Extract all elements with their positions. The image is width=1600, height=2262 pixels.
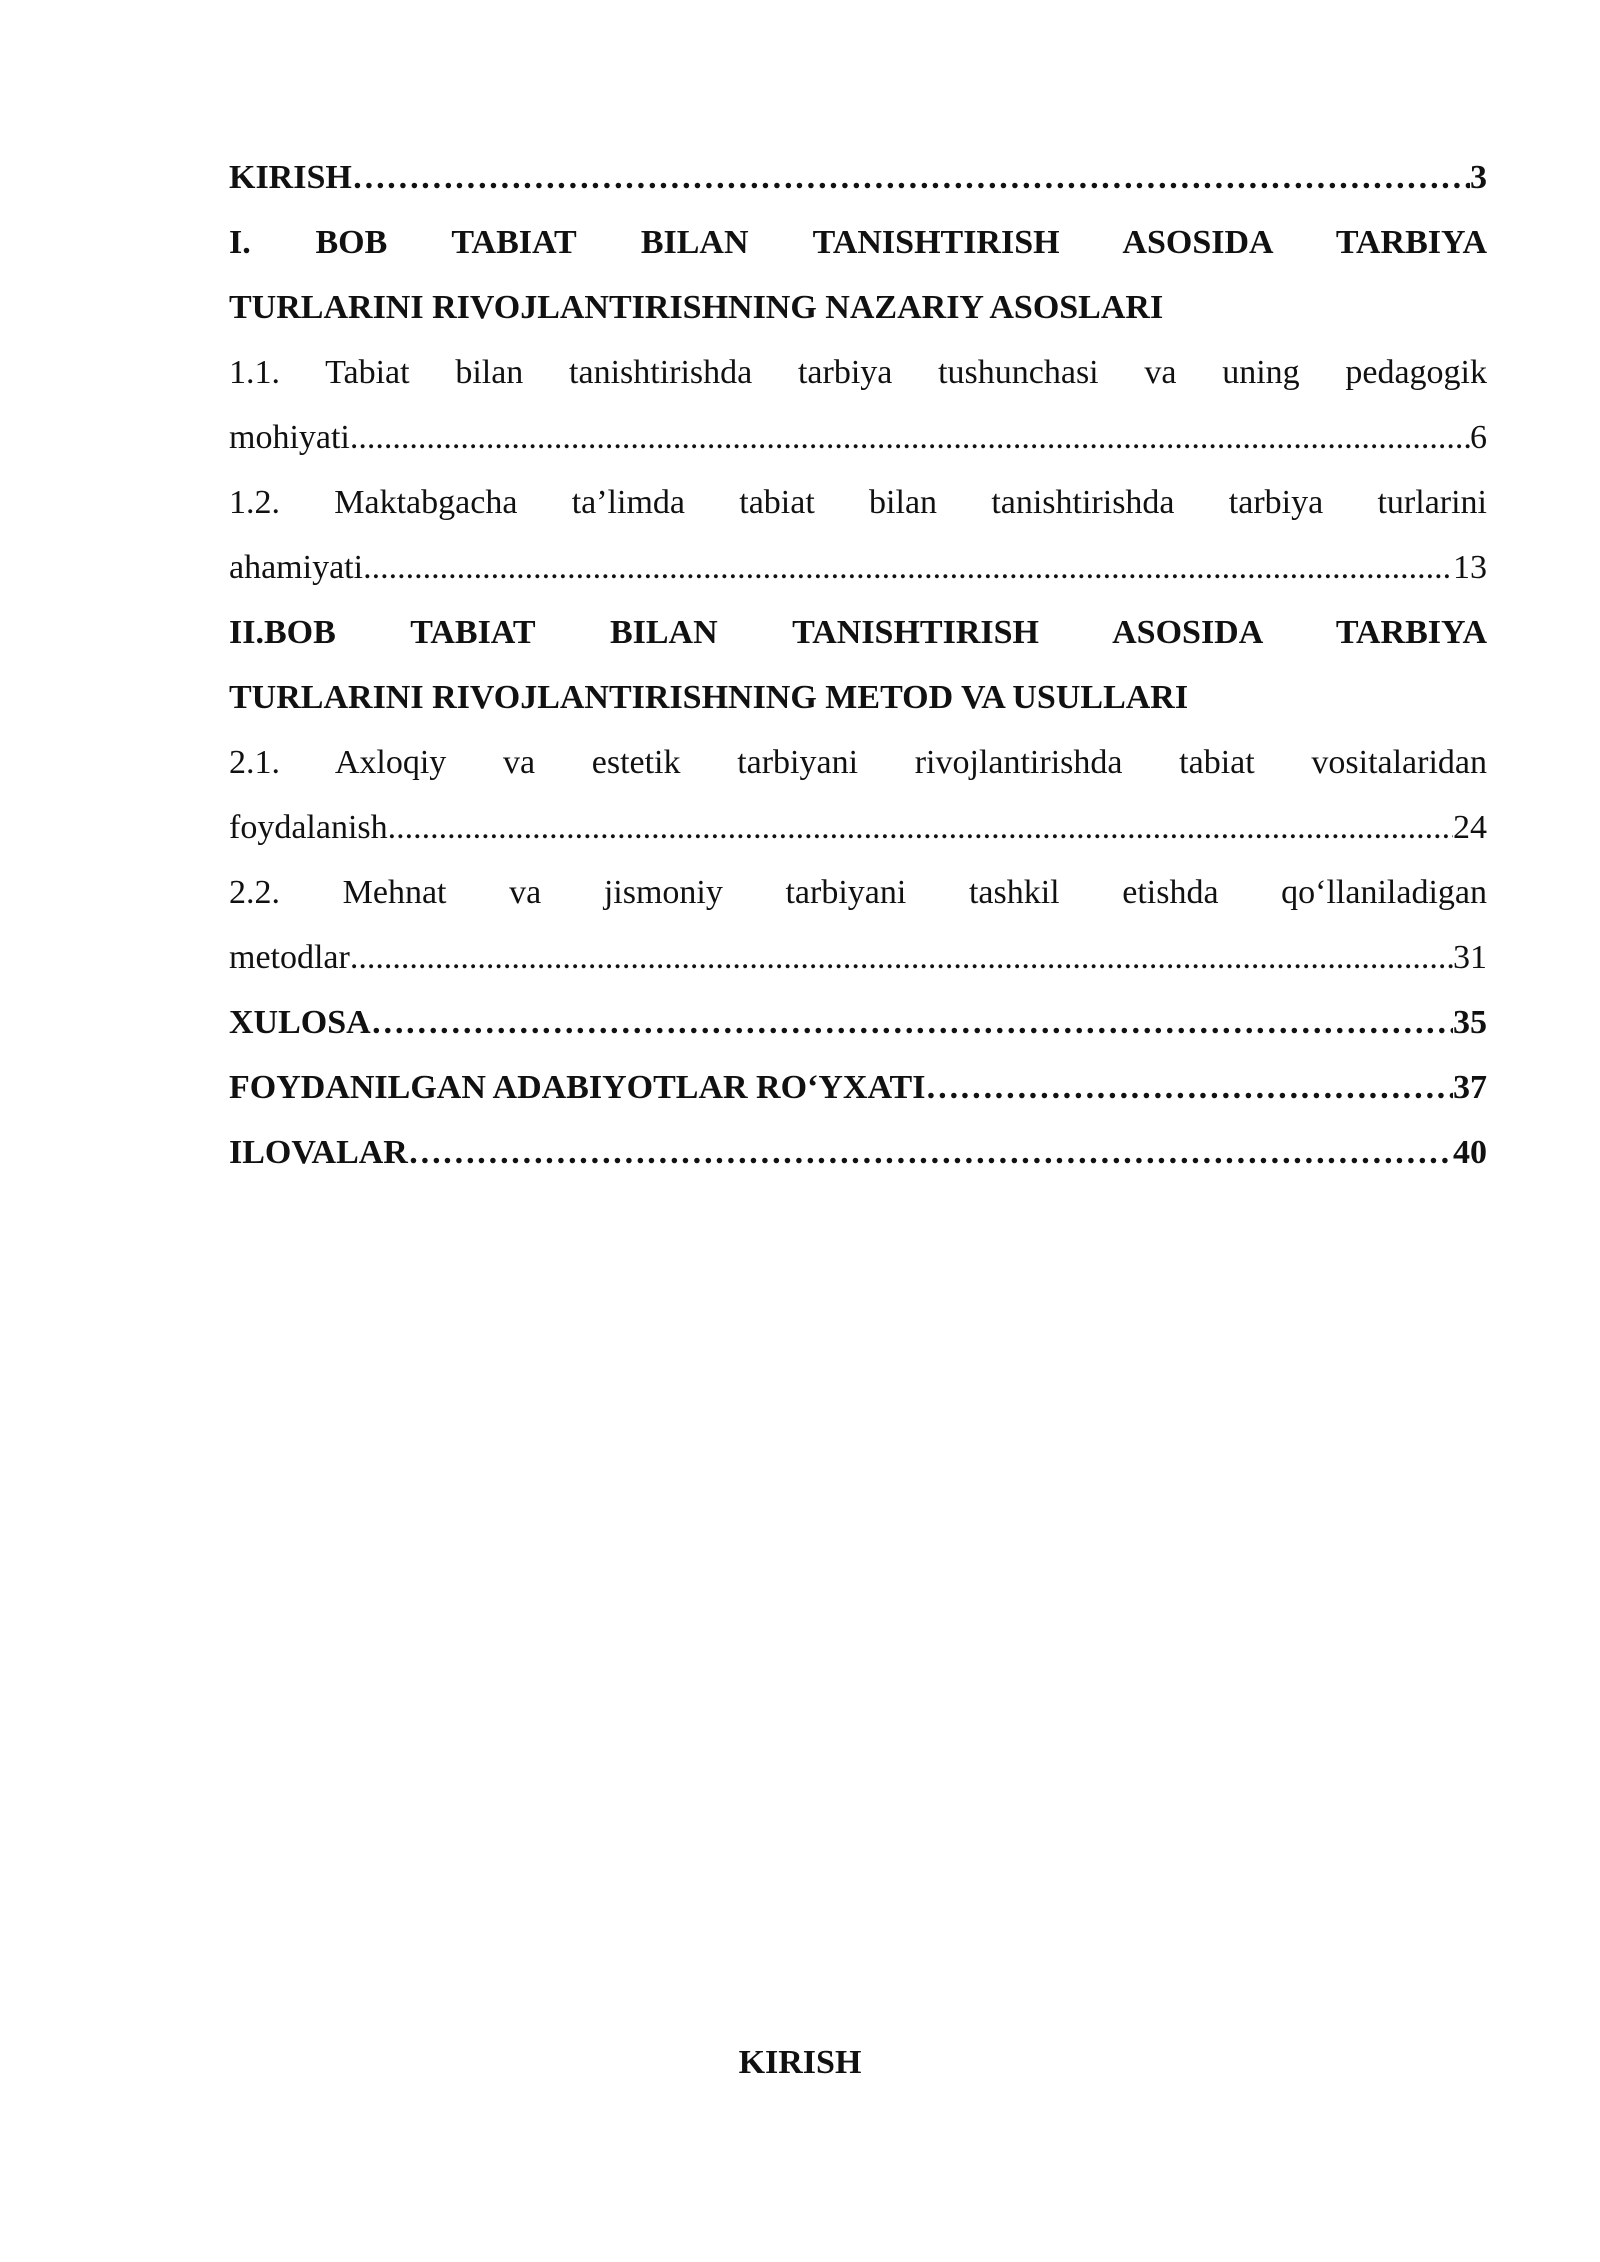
- dot-leader: [408, 1120, 1453, 1185]
- toc-section-1-2-line2: [229, 535, 1487, 600]
- toc-chapter2-line1: II.BOB TABIAT BILAN TANISHTIRISH ASOSIDA TARBIYA: [229, 614, 1487, 651]
- dot-leader: [363, 535, 1453, 600]
- dot-leader: [388, 795, 1453, 860]
- toc-section-1-1-line1: 1.1. Tabiat bilan tanishtirishda tarbiya tushunchasi va uning pedagogik: [229, 354, 1487, 391]
- toc-section-2-2-line1: 2.2. Mehnat va jismoniy tarbiyani tashkil etishda qo‘llaniladigan: [229, 874, 1487, 911]
- toc-section-1-1-line2: [229, 405, 1487, 470]
- dot-leader: [350, 925, 1453, 990]
- toc-page-number: 3: [1470, 159, 1487, 196]
- dot-leader: [352, 145, 1470, 210]
- toc-entry-xulosa: [229, 990, 1487, 1055]
- section-heading-kirish: KIRISH: [738, 2044, 862, 2081]
- toc-label: XULOSA: [229, 1004, 371, 1041]
- dot-leader: [371, 990, 1453, 1055]
- toc-label: KIRISH: [229, 159, 352, 196]
- toc-page-number: 37: [1453, 1069, 1487, 1106]
- toc-label: mohiyati: [229, 419, 350, 456]
- toc-label: FOYDANILGAN ADABIYOTLAR RO‘YXATI: [229, 1069, 926, 1106]
- toc-page-number: 40: [1453, 1134, 1487, 1171]
- toc-chapter1-line1: I. BOB TABIAT BILAN TANISHTIRISH ASOSIDA TARBIYA: [229, 224, 1487, 261]
- dot-leader: [925, 1055, 1453, 1120]
- toc-section-2-1-line1: 2.1. Axloqiy va estetik tarbiyani rivojlantirishda tabiat vositalaridan: [229, 744, 1487, 781]
- toc-chapter1-line2: TURLARINI RIVOJLANTIRISHNING NAZARIY ASOSLARI: [229, 289, 1164, 326]
- toc-page-number: 35: [1453, 1004, 1487, 1041]
- toc-label: foydalanish: [229, 809, 388, 846]
- toc-label: metodlar: [229, 939, 350, 976]
- toc-chapter2-line2: TURLARINI RIVOJLANTIRISHNING METOD VA USULLARI: [229, 679, 1189, 716]
- table-of-contents: [229, 145, 1487, 1185]
- toc-page-number: 24: [1453, 809, 1487, 846]
- toc-entry-adabiyotlar: [229, 1055, 1487, 1120]
- toc-section-2-1-line2: [229, 795, 1487, 860]
- toc-page-number: 13: [1453, 549, 1487, 586]
- toc-section-2-2-line2: [229, 925, 1487, 990]
- dot-leader: [350, 405, 1470, 470]
- toc-page-number: 31: [1453, 939, 1487, 976]
- toc-page-number: 6: [1470, 419, 1487, 456]
- toc-label: ILOVALAR: [229, 1134, 408, 1171]
- toc-section-1-2-line1: 1.2. Maktabgacha ta’limda tabiat bilan tanishtirishda tarbiya turlarini: [229, 484, 1487, 521]
- toc-entry-kirish: [229, 145, 1487, 210]
- toc-entry-ilovalar: [229, 1120, 1487, 1185]
- toc-label: ahamiyati: [229, 549, 364, 586]
